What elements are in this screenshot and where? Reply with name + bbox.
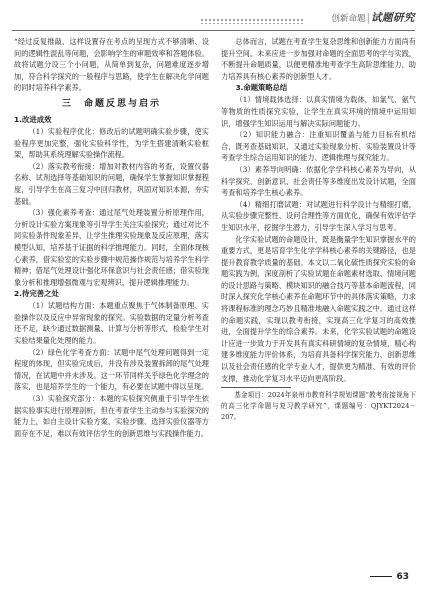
header-separator: | bbox=[366, 12, 370, 24]
subsection-title-strategy: 3.命题策略总结 bbox=[235, 83, 288, 93]
page-number-dash bbox=[370, 576, 392, 577]
paragraph: （4）精细打磨试题：对试题进行科学设计与精细打磨，从实验步骤完整性、设问合理性等方面优化，确保有效评估学生知识水平，挖掘学生潜力，引导学生深入学习与思考。 bbox=[221, 199, 416, 232]
header-dot-pattern bbox=[200, 18, 305, 24]
paragraph: （3）强化素养考查：通过尾气处理装置分析原理作用，分析设计实验方案现象等引导学生关注实验探究；通过对比不同实验条件现象差异，让学生推理实验现象及反应原理，落实模型认知，培养基于证据的科学推理能力。同时，全面体现核心素养，借实验室的实验步骤中规范操作规范与培养学生科学精神；借尾气处理设计强化环保意识与社会责任感；借实验现象分析和推理增强微观与宏观辨识，提升逻辑推理能力。 bbox=[14, 208, 209, 287]
paragraph: （1）情境载体选择：以真实情境为载体，如氯气、氨气等物质的性质探究实验，让学生在真实环境的情境中运用知识，增强学生知识运用与解决实际问题能力。 bbox=[221, 95, 416, 128]
subsection-title-improvable: 2.待完善之处 bbox=[14, 289, 59, 299]
header-rule bbox=[12, 30, 415, 31]
section-title: 三 命题反思与启示 bbox=[61, 98, 161, 109]
paragraph: （3）实验探究部分：本题的实验探究侧重于引导学生依据实验事实进行原理剖析，但在考查学生主动参与实验探究的能力上，如自主设计实验方案、实验步骤、选择实验仪器等方面存在不足，难以有效评估学生的创新思维与实践操作能力。 bbox=[14, 394, 209, 438]
page-number-value: 63 bbox=[396, 572, 409, 582]
funding-note: 基金项目：2024年泉州市教育科学规划课题“教考衔接视角下的高三化学命题与复习教学研究”，课题编号：QJYKT2024－207。 bbox=[221, 391, 416, 421]
subsection-title-improvements: 1.改进成效 bbox=[14, 114, 52, 124]
right-column bbox=[221, 36, 416, 423]
paragraph: （1）实验程序优化：修改后的试题明确实验步骤，使实验程序更加完整，强化实验科学性，为学生搭建清晰实验框架，帮助其系统理解实验操作流程。 bbox=[14, 126, 209, 160]
paragraph: 化学实验试题的命题设计，既是衡量学生知识掌握水平的重要方式，更是培育学生化学学科核心素养的关键路径，也是提升教育教学质量的基础。本文以二氧化硫性质探究实验的命题实践为例，深度剖析了实验试题在命题素材选取、情境问题的设计思路与策略、模块知识的融合技巧等基本命题流程，同时深入探究化学核心素养在命题环节中的具体落实策略，力求将课程标准的理念巧妙且精准地融入命题实践之中。通过这样的命题实践，实现以教考衔接，实现高三化学复习的高效推进，全面提升学生的综合素养。未来，化学实验试题的命题设计应进一步致力于开发具有真实科研情境的复杂情境，精心构建多维度能力评价体系，为培育具备科学探究能力、创新思维以及社会责任感的化学专业人才，提供更为精准、有效的评价支撑，推动化学复习水平迈向更高阶段。 bbox=[221, 234, 416, 383]
paragraph: 总体而言，试题在考查学生复杂思维和创新能力方面尚有提升空间。未来应进一步加强对命题的全面思考的学与实践，不断提升命题质量，以便更精准地考查学生高阶思维能力，助力培养具有核心素养的创新型人才。 bbox=[221, 37, 416, 81]
left-intro-paragraph: “经过反复推敲，这样设置存在考点的呈现方式不够清晰、设问的逻辑性混乱等问题，会影响学生的审题效率和答题体验。故将试题分设三个小问题，从简单到复杂，问题难度逐步增加，符合科学探究的一般程序与思路，使学生在解决化学问题的同时培养科学素养。 bbox=[14, 37, 209, 93]
paragraph: （2）落实教考衔接：增加对教材内容的考查，设置仪器名称、试剂选择等基础知识的问题，确保学生掌握知识掌握程度，引导学生在高三复习中回归教材，巩固对知识本源，夯实基础。 bbox=[14, 161, 209, 206]
paragraph: （2）知识能力融合：注重知识覆盖与能力目标有机结合，既考查基础知识，又通过实验现象分析、实验装置设计等考查学生综合运用知识的能力、逻辑推理与探究能力。 bbox=[221, 130, 416, 163]
footnote-rule bbox=[221, 387, 291, 388]
paragraph: （1）试题结构方面：本题重点聚焦于气体制备原理、实验操作以及反应中异常现象的探究。实验数据的定量分析考查还不足，缺少通过数据测量、计算与分析等形式，检验学生对实验结果量化处理的能力。 bbox=[14, 301, 209, 346]
header-brand: 创新命题 bbox=[331, 14, 366, 24]
page-number bbox=[370, 572, 409, 582]
paragraph: （2）绿色化学考查方面：试题中尾气处理问题得到一定程度的体现，但实验完成后，并没有涉及装置拆卸的尾气处理情况，在试题中并未涉及。这一环节同样关乎绿色化学理念的落实，也是培养学生的一个能力，有必要在试题中得以呈现。 bbox=[14, 347, 209, 392]
running-header bbox=[331, 10, 415, 25]
paragraph: （3）素养导向明确：依据化学学科核心素养为导向，从科学探究、创新意识、社会责任等多维度出发设计试题，全面考查和培养学生核心素养。 bbox=[221, 164, 416, 198]
left-column bbox=[14, 36, 209, 439]
header-title: 试题研究 bbox=[371, 12, 415, 24]
